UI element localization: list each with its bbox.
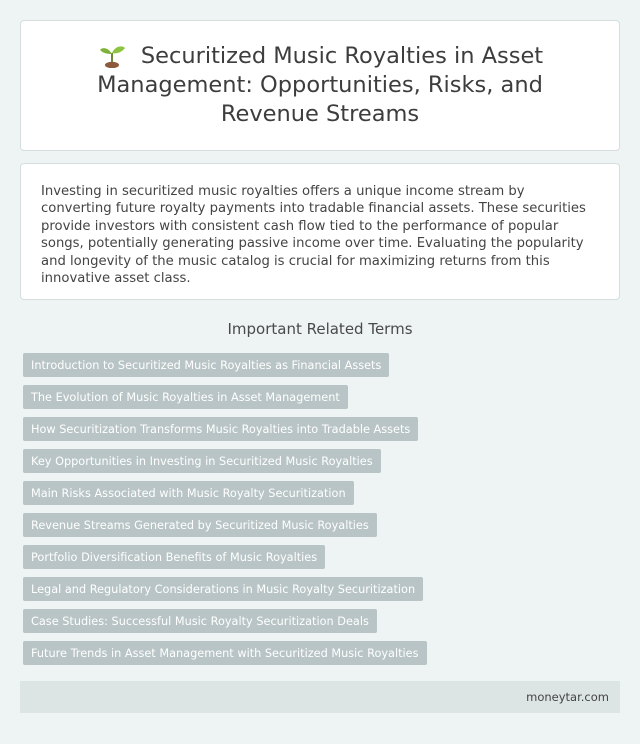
related-term-tag[interactable]: How Securitization Transforms Music Royalties into Tradable Assets (23, 417, 418, 441)
related-term-tag[interactable]: Case Studies: Successful Music Royalty Securitization Deals (23, 609, 377, 633)
related-term-tag[interactable]: Portfolio Diversification Benefits of Music Royalties (23, 545, 325, 569)
related-term-tag[interactable]: Future Trends in Asset Management with Securitized Music Royalties (23, 641, 427, 665)
title-card (20, 20, 620, 151)
intro-card (20, 163, 620, 300)
page-title (51, 42, 589, 129)
intro-paragraph: Investing in securitized music royalties offers a unique income stream by converting future royalty payments into tradable financial assets. These securities provide investors with consistent cash flow tied to the performance of popular songs, potentially generating passive income over time. Evaluating the popularity and longevity of the music catalog is crucial for maximizing returns from this innovative asset class. (41, 184, 586, 287)
related-term-tag[interactable]: Legal and Regulatory Considerations in Music Royalty Securitization (23, 577, 423, 601)
related-term-tag[interactable]: Revenue Streams Generated by Securitized Music Royalties (23, 513, 377, 537)
related-term-tag[interactable]: Key Opportunities in Investing in Securitized Music Royalties (23, 449, 381, 473)
related-term-tag[interactable]: The Evolution of Music Royalties in Asset Management (23, 385, 348, 409)
footer-site-link[interactable]: moneytar.com (526, 690, 609, 704)
related-terms-list (23, 353, 613, 673)
footer (20, 681, 620, 713)
related-term-tag[interactable]: Introduction to Securitized Music Royalties as Financial Assets (23, 353, 389, 377)
related-terms-heading: Important Related Terms (227, 320, 413, 338)
sprout-icon (97, 42, 127, 68)
page-title-text: Securitized Music Royalties in Asset Management: Opportunities, Risks, and Revenue Streams (97, 43, 544, 127)
related-term-tag[interactable]: Main Risks Associated with Music Royalty Securitization (23, 481, 354, 505)
